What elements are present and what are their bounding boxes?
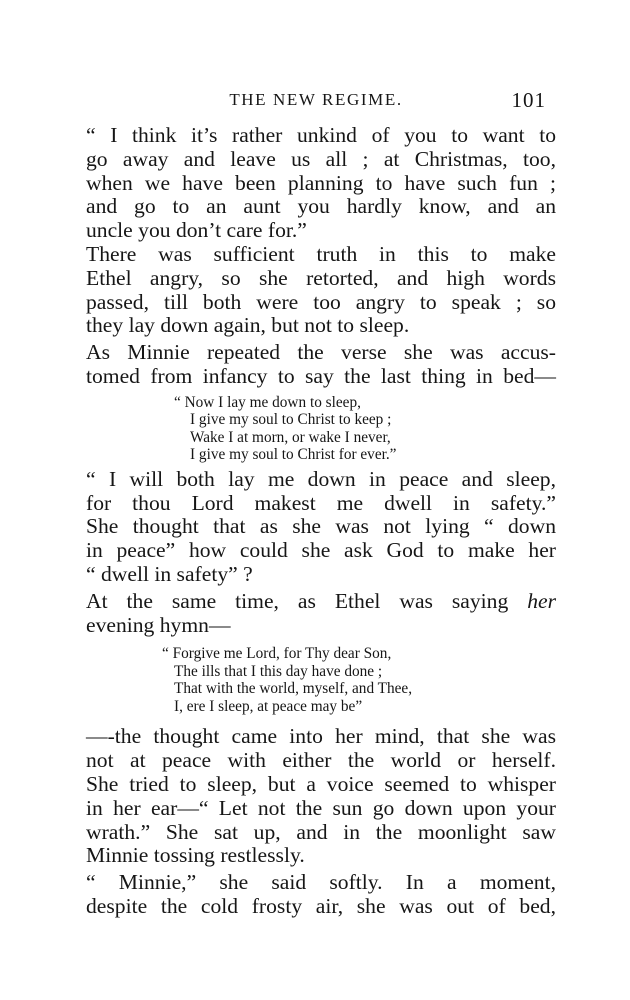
paragraph-4	[86, 468, 556, 587]
text-line: “ I will both lay me down in peace and sleep,	[86, 466, 556, 491]
text-fragment: At the same time, as Ethel was saying	[86, 588, 528, 613]
text-line: “ dwell in safety” ?	[86, 561, 253, 586]
paragraph-7	[86, 871, 556, 919]
text-line: “ I think it’s rather unkind of you to want to	[86, 123, 556, 147]
verse-line: I give my soul to Christ for ever.”	[190, 446, 397, 464]
verse-line: The ills that I this day have done ;	[174, 662, 383, 680]
text-line: As Minnie repeated the verse she was accus-	[86, 340, 556, 365]
body-text	[86, 124, 556, 919]
text-line: go away and leave us all ; at Christmas, too,	[86, 146, 556, 171]
text-line	[86, 590, 556, 614]
text-line: She tried to sleep, but a voice seemed to whisper	[86, 771, 556, 796]
text-line: “ Minnie,” she said softly. In a moment,	[86, 870, 556, 895]
text-line: in peace” how could she ask God to make her	[86, 538, 556, 563]
verse-line: That with the world, myself, and Thee,	[174, 680, 413, 698]
verse-line: “ Now I lay me down to sleep,	[174, 393, 361, 411]
text-line: —-the thought came into her mind, that she was	[86, 724, 556, 749]
verse-line: Wake I at morn, or wake I never,	[190, 428, 391, 446]
paragraph-6	[86, 725, 556, 868]
verse-line: I, ere I sleep, at peace may be”	[174, 697, 363, 715]
verse-line: “ Forgive me Lord, for Thy dear Son,	[162, 645, 392, 663]
text-line: tomed from infancy to say the last thing in bed—	[86, 363, 556, 388]
text-line: in her ear—“ Let not the sun go down upon your	[86, 795, 556, 820]
paragraph-3	[86, 341, 556, 389]
text-line: She thought that as she was not lying “ down	[86, 514, 556, 539]
paragraph-5	[86, 590, 556, 638]
paragraph-1	[86, 124, 556, 243]
verse-bedtime-prayer	[86, 394, 556, 464]
text-line: evening hymn—	[86, 612, 231, 637]
verse-line: I give my soul to Christ to keep ;	[190, 411, 392, 429]
text-line: for thou Lord makest me dwell in safety.”	[86, 490, 556, 515]
paragraph-2	[86, 243, 556, 338]
text-line: they lay down again, but not to sleep.	[86, 313, 410, 338]
verse-evening-hymn	[86, 645, 556, 715]
text-line: not at peace with either the world or herself.	[86, 748, 556, 773]
text-line: wrath.” She sat up, and in the moonlight saw	[86, 819, 556, 844]
page-header	[86, 88, 546, 118]
emphasis-text: her	[527, 588, 556, 613]
text-line: when we have been planning to have such fun ;	[86, 170, 556, 195]
text-line: and go to an aunt you hardly know, and an	[86, 194, 556, 219]
text-line: uncle you don’t care for.”	[86, 218, 307, 243]
text-line: There was sufficient truth in this to make	[86, 241, 556, 266]
text-line: passed, till both were too angry to speak ; so	[86, 289, 556, 314]
text-line: Minnie tossing restlessly.	[86, 843, 305, 868]
page-number: 101	[511, 88, 546, 112]
text-line: Ethel angry, so she retorted, and high words	[86, 265, 556, 290]
running-head: THE NEW REGIME.	[229, 90, 403, 109]
text-line: despite the cold frosty air, she was out of bed,	[86, 893, 556, 918]
